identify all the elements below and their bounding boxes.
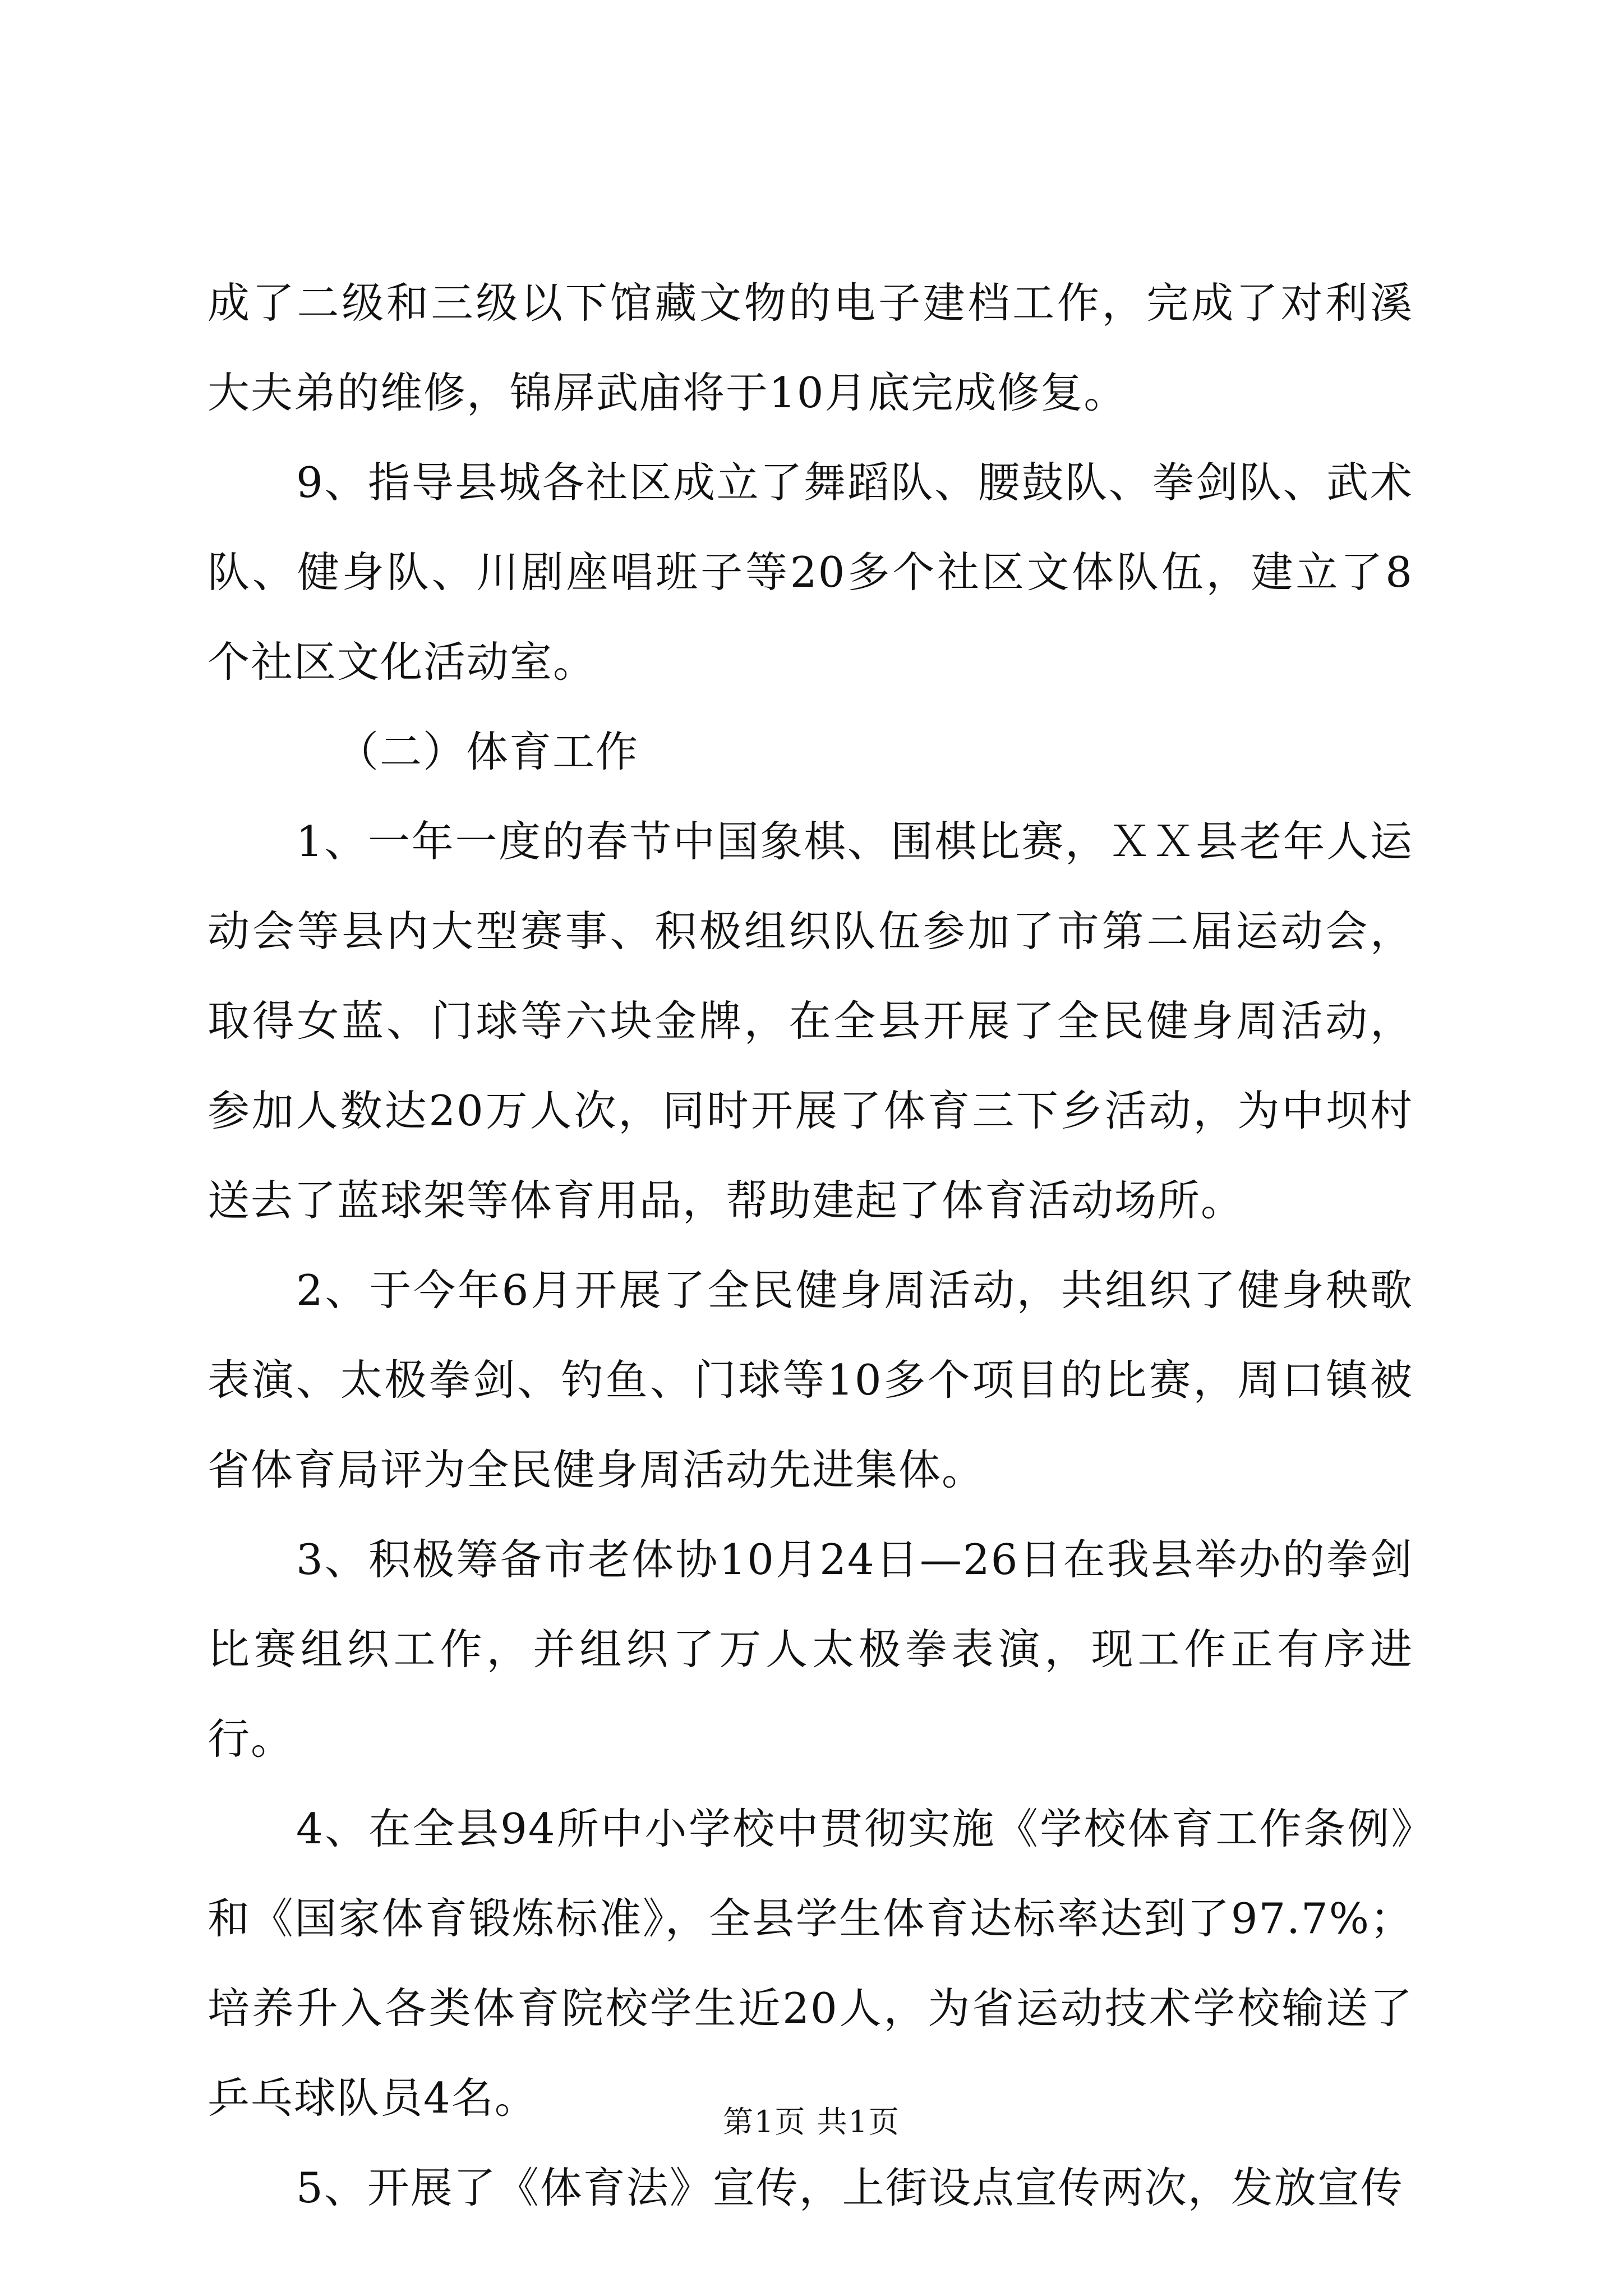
section-heading-sports: （二）体育工作 [336, 727, 639, 776]
page-number-label: 第1页 共1页 [723, 2104, 900, 2139]
paragraph-sport-4: 4、在全县94所中小学校中贯彻实施《学校体育工作条例》和《国家体育锻炼标准》，全县学生体育达标率达到了97.7%；培养升入各类体育院校学生近20人，为省运动技术学校输送了乒乓球队员4名。 [208, 1804, 1413, 2123]
paragraph-sport-2: 2、于今年6月开展了全民健身周活动，共组织了健身秧歌表演、太极拳剑、钓鱼、门球等10多个项目的比赛，周口镇被省体育局评为全民健身周活动先进集体。 [208, 1266, 1413, 1494]
paragraph-continued: 成了二级和三级以下馆藏文物的电子建档工作，完成了对利溪大夫弟的维修，锦屏武庙将于10月底完成修复。 [208, 278, 1413, 417]
paragraph-item-9: 9、指导县城各社区成立了舞蹈队、腰鼓队、拳剑队、武术队、健身队、川剧座唱班子等20多个社区文体队伍，建立了8个社区文化活动室。 [208, 458, 1413, 687]
document-body [208, 258, 1413, 2233]
paragraph-sport-5: 5、开展了《体育法》宣传，上街设点宣传两次，发放宣传 [296, 2163, 1404, 2212]
page-footer [0, 2098, 1623, 2141]
paragraph-sport-1: 1、一年一度的春节中国象棋、围棋比赛，ＸＸ县老年人运动会等县内大型赛事、积极组织队伍参加了市第二届运动会，取得女蓝、门球等六块金牌，在全县开展了全民健身周活动，参加人数达20万人次，同时开展了体育三下乡活动，为中坝村送去了蓝球架等体育用品，帮助建起了体育活动场所。 [208, 817, 1413, 1225]
paragraph-sport-3: 3、积极筹备市老体协10月24日—26日在我县举办的拳剑比赛组织工作，并组织了万人太极拳表演，现工作正有序进行。 [208, 1535, 1413, 1764]
